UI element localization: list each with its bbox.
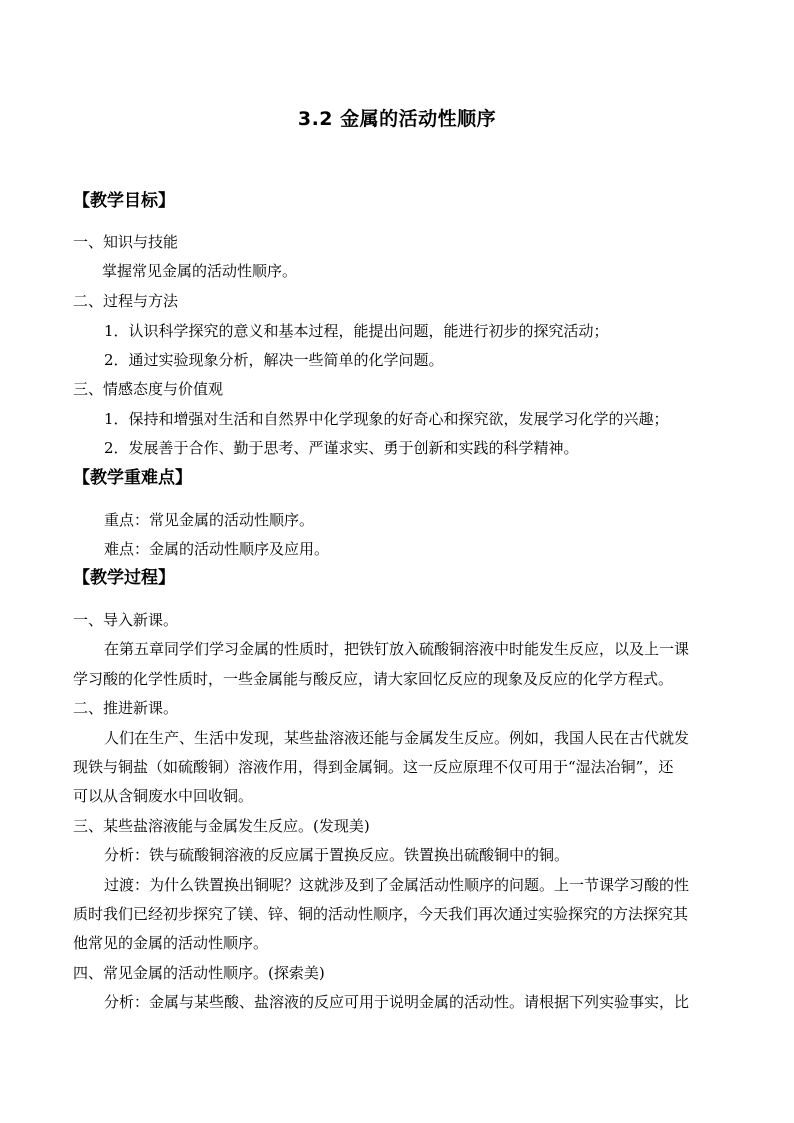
process-s3-para2-line2: 质时我们已经初步探究了镁、锌、铜的活动性顺序，今天我们再次通过实验探究的方法探究其 (73, 905, 689, 923)
page-title: 3.2 金属的活动性顺序 (297, 108, 497, 130)
keypoints-heading: 【教学重难点】 (73, 468, 192, 488)
objectives-sub1-line1: 掌握常见金属的活动性顺序。 (102, 262, 298, 280)
objectives-heading: 【教学目标】 (73, 191, 175, 211)
process-s1-para-line2: 学习酸的化学性质时，一些金属能与酸反应，请大家回忆反应的现象及反应的化学方程式。 (73, 670, 674, 688)
process-s2-para-line2: 现铁与铜盐（如硫酸铜）溶液作用，得到金属铜。这一反应原理不仅可用于“湿法冶铜”，还 (73, 758, 674, 776)
process-s3-para1: 分析：铁与硫酸铜溶液的反应属于置换反应。铁置换出硫酸铜中的铜。 (104, 846, 570, 864)
objectives-sub2-line2: 2．通过实验现象分析，解决一些简单的化学问题。 (104, 351, 444, 369)
process-s2: 二、推进新课。 (73, 699, 179, 717)
process-s4-para-line1: 分析：金属与某些酸、盐溶液的反应可用于说明金属的活动性。请根据下列实验事实，比 (104, 993, 690, 1011)
process-s3: 三、某些盐溶液能与金属发生反应。(发现美) (73, 817, 370, 835)
keypoints-line1: 重点：常见金属的活动性顺序。 (104, 511, 315, 529)
objectives-sub3-line2: 2．发展善于合作、勤于思考、严谨求实、勇于创新和实践的科学精神。 (104, 439, 579, 457)
objectives-sub1: 一、知识与技能 (73, 233, 179, 251)
keypoints-line2: 难点：金属的活动性顺序及应用。 (104, 540, 330, 558)
objectives-sub3-line1: 1．保持和增强对生活和自然界中化学现象的好奇心和探究欲，发展学习化学的兴趣； (104, 410, 669, 428)
process-s2-para-line3: 可以从含铜废水中回收铜。 (73, 787, 254, 805)
objectives-sub2-line1: 1．认识科学探究的意义和基本过程，能提出问题，能进行初步的探究活动； (104, 322, 609, 340)
process-s1-para-line1: 在第五章同学们学习金属的性质时，把铁钉放入硫酸铜溶液中时能发生反应，以及上一课 (104, 640, 690, 658)
process-s4: 四、常见金属的活动性顺序。(探索美) (73, 964, 325, 982)
process-heading: 【教学过程】 (73, 568, 175, 588)
process-s2-para-line1: 人们在生产、生活中发现，某些盐溶液还能与金属发生反应。例如，我国人民在古代就发 (104, 729, 690, 747)
process-s3-para2-line3: 他常见的金属的活动性顺序。 (73, 934, 269, 952)
objectives-sub2: 二、过程与方法 (73, 292, 179, 310)
process-s1: 一、导入新课。 (73, 611, 179, 629)
objectives-sub3: 三、情感态度与价值观 (73, 380, 224, 398)
process-s3-para2-line1: 过渡：为什么铁置换出铜呢？这就涉及到了金属活动性顺序的问题。上一节课学习酸的性 (104, 876, 690, 894)
